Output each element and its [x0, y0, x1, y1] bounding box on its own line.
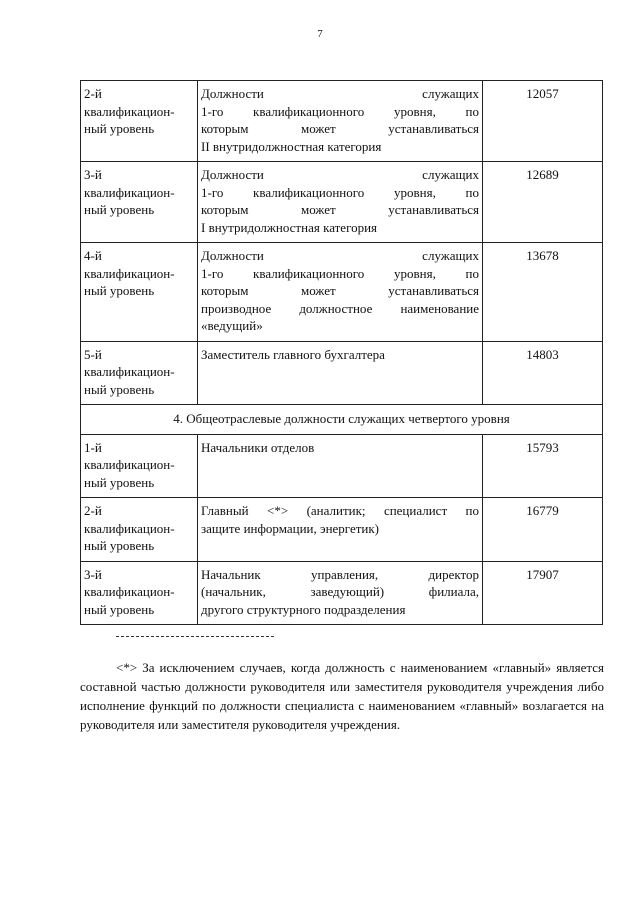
description-line: Начальники отделов [201, 439, 315, 455]
table-row [81, 561, 603, 625]
description-cell [198, 243, 483, 342]
salary-table [80, 80, 603, 625]
level-cell [81, 81, 198, 162]
description-line: защите информации, энергетик) [201, 520, 380, 536]
salary-value: 12689 [483, 162, 603, 243]
description-line: «ведущий» [201, 318, 263, 333]
level-text: ный уровень [84, 202, 155, 217]
level-text: квалификацион- [84, 457, 175, 472]
level-text: 5-й [84, 346, 102, 362]
level-text: квалификацион- [84, 265, 175, 281]
section-header-row [81, 405, 603, 435]
footnote-separator [116, 636, 274, 637]
salary-value: 13678 [483, 243, 603, 342]
level-cell [81, 498, 198, 562]
table-row [81, 498, 603, 562]
description-line: Начальник управления, директор [201, 566, 479, 582]
level-cell [81, 341, 198, 405]
level-text: квалификацион- [84, 103, 175, 119]
description-line: производное должностное наименование [201, 300, 479, 316]
table-row [81, 162, 603, 243]
description-line: 1-го квалификационного уровня, по [201, 265, 479, 281]
level-text: ный уровень [84, 538, 155, 553]
level-text: 2-й [84, 503, 102, 518]
salary-value: 12057 [483, 81, 603, 162]
description-line: которым может устанавливаться [201, 121, 479, 136]
level-text: квалификацион- [84, 184, 175, 200]
description-line: Главный <*> (аналитик; специалист по [201, 503, 479, 518]
level-text: 4-й [84, 248, 102, 263]
table-row [81, 341, 603, 405]
description-line: I внутридолжностная категория [201, 219, 378, 235]
salary-value: 15793 [483, 434, 603, 498]
description-cell [198, 162, 483, 243]
description-line: которым может устанавливаться [201, 202, 479, 217]
salary-value: 17907 [483, 561, 603, 625]
salary-value: 14803 [483, 341, 603, 405]
footnote-text: <*> За исключением случаев, когда должность с наименованием «главный» является составной частью должности руководителя или заместителя руководителя учреждения либо исполнение функций по должности специалиста с наименованием «главный» возлагается на руководителя или заместителя руководителя учреждения. [80, 660, 604, 732]
level-text: ный уровень [84, 121, 155, 136]
page-number: 7 [317, 28, 323, 40]
description-cell [198, 81, 483, 162]
description-line: Должности служащих [201, 167, 479, 182]
level-text: ный уровень [84, 601, 155, 617]
description-line: Должности служащих [201, 248, 479, 263]
level-text: ный уровень [84, 283, 155, 298]
level-text: квалификацион- [84, 364, 175, 379]
level-text: 3-й [84, 566, 102, 582]
salary-value: 16779 [483, 498, 603, 562]
level-text: 3-й [84, 167, 102, 182]
table-row [81, 243, 603, 342]
table-row [81, 434, 603, 498]
level-cell [81, 561, 198, 625]
description-cell [198, 561, 483, 625]
level-text: 2-й [84, 86, 102, 101]
level-cell [81, 243, 198, 342]
level-text: 1-й [84, 439, 102, 455]
description-line: Заместитель главного бухгалтера [201, 346, 385, 362]
description-line: Должности служащих [201, 86, 479, 101]
level-text: квалификацион- [84, 584, 175, 599]
level-cell [81, 162, 198, 243]
level-cell [81, 434, 198, 498]
level-text: ный уровень [84, 381, 155, 397]
description-cell [198, 341, 483, 405]
description-line: которым может устанавливаться [201, 283, 479, 298]
description-cell [198, 498, 483, 562]
description-cell [198, 434, 483, 498]
description-line: II внутридолжностная категория [201, 138, 382, 154]
section-title: 4. Общеотраслевые должности служащих четвертого уровня [81, 405, 603, 435]
description-line: (начальник, заведующий) филиала, [201, 584, 479, 599]
table-row [81, 81, 603, 162]
footnote [80, 658, 604, 734]
level-text: квалификацион- [84, 520, 175, 536]
description-line: 1-го квалификационного уровня, по [201, 184, 479, 200]
description-line: 1-го квалификационного уровня, по [201, 103, 479, 119]
description-line: другого структурного подразделения [201, 601, 406, 617]
level-text: ный уровень [84, 474, 155, 490]
